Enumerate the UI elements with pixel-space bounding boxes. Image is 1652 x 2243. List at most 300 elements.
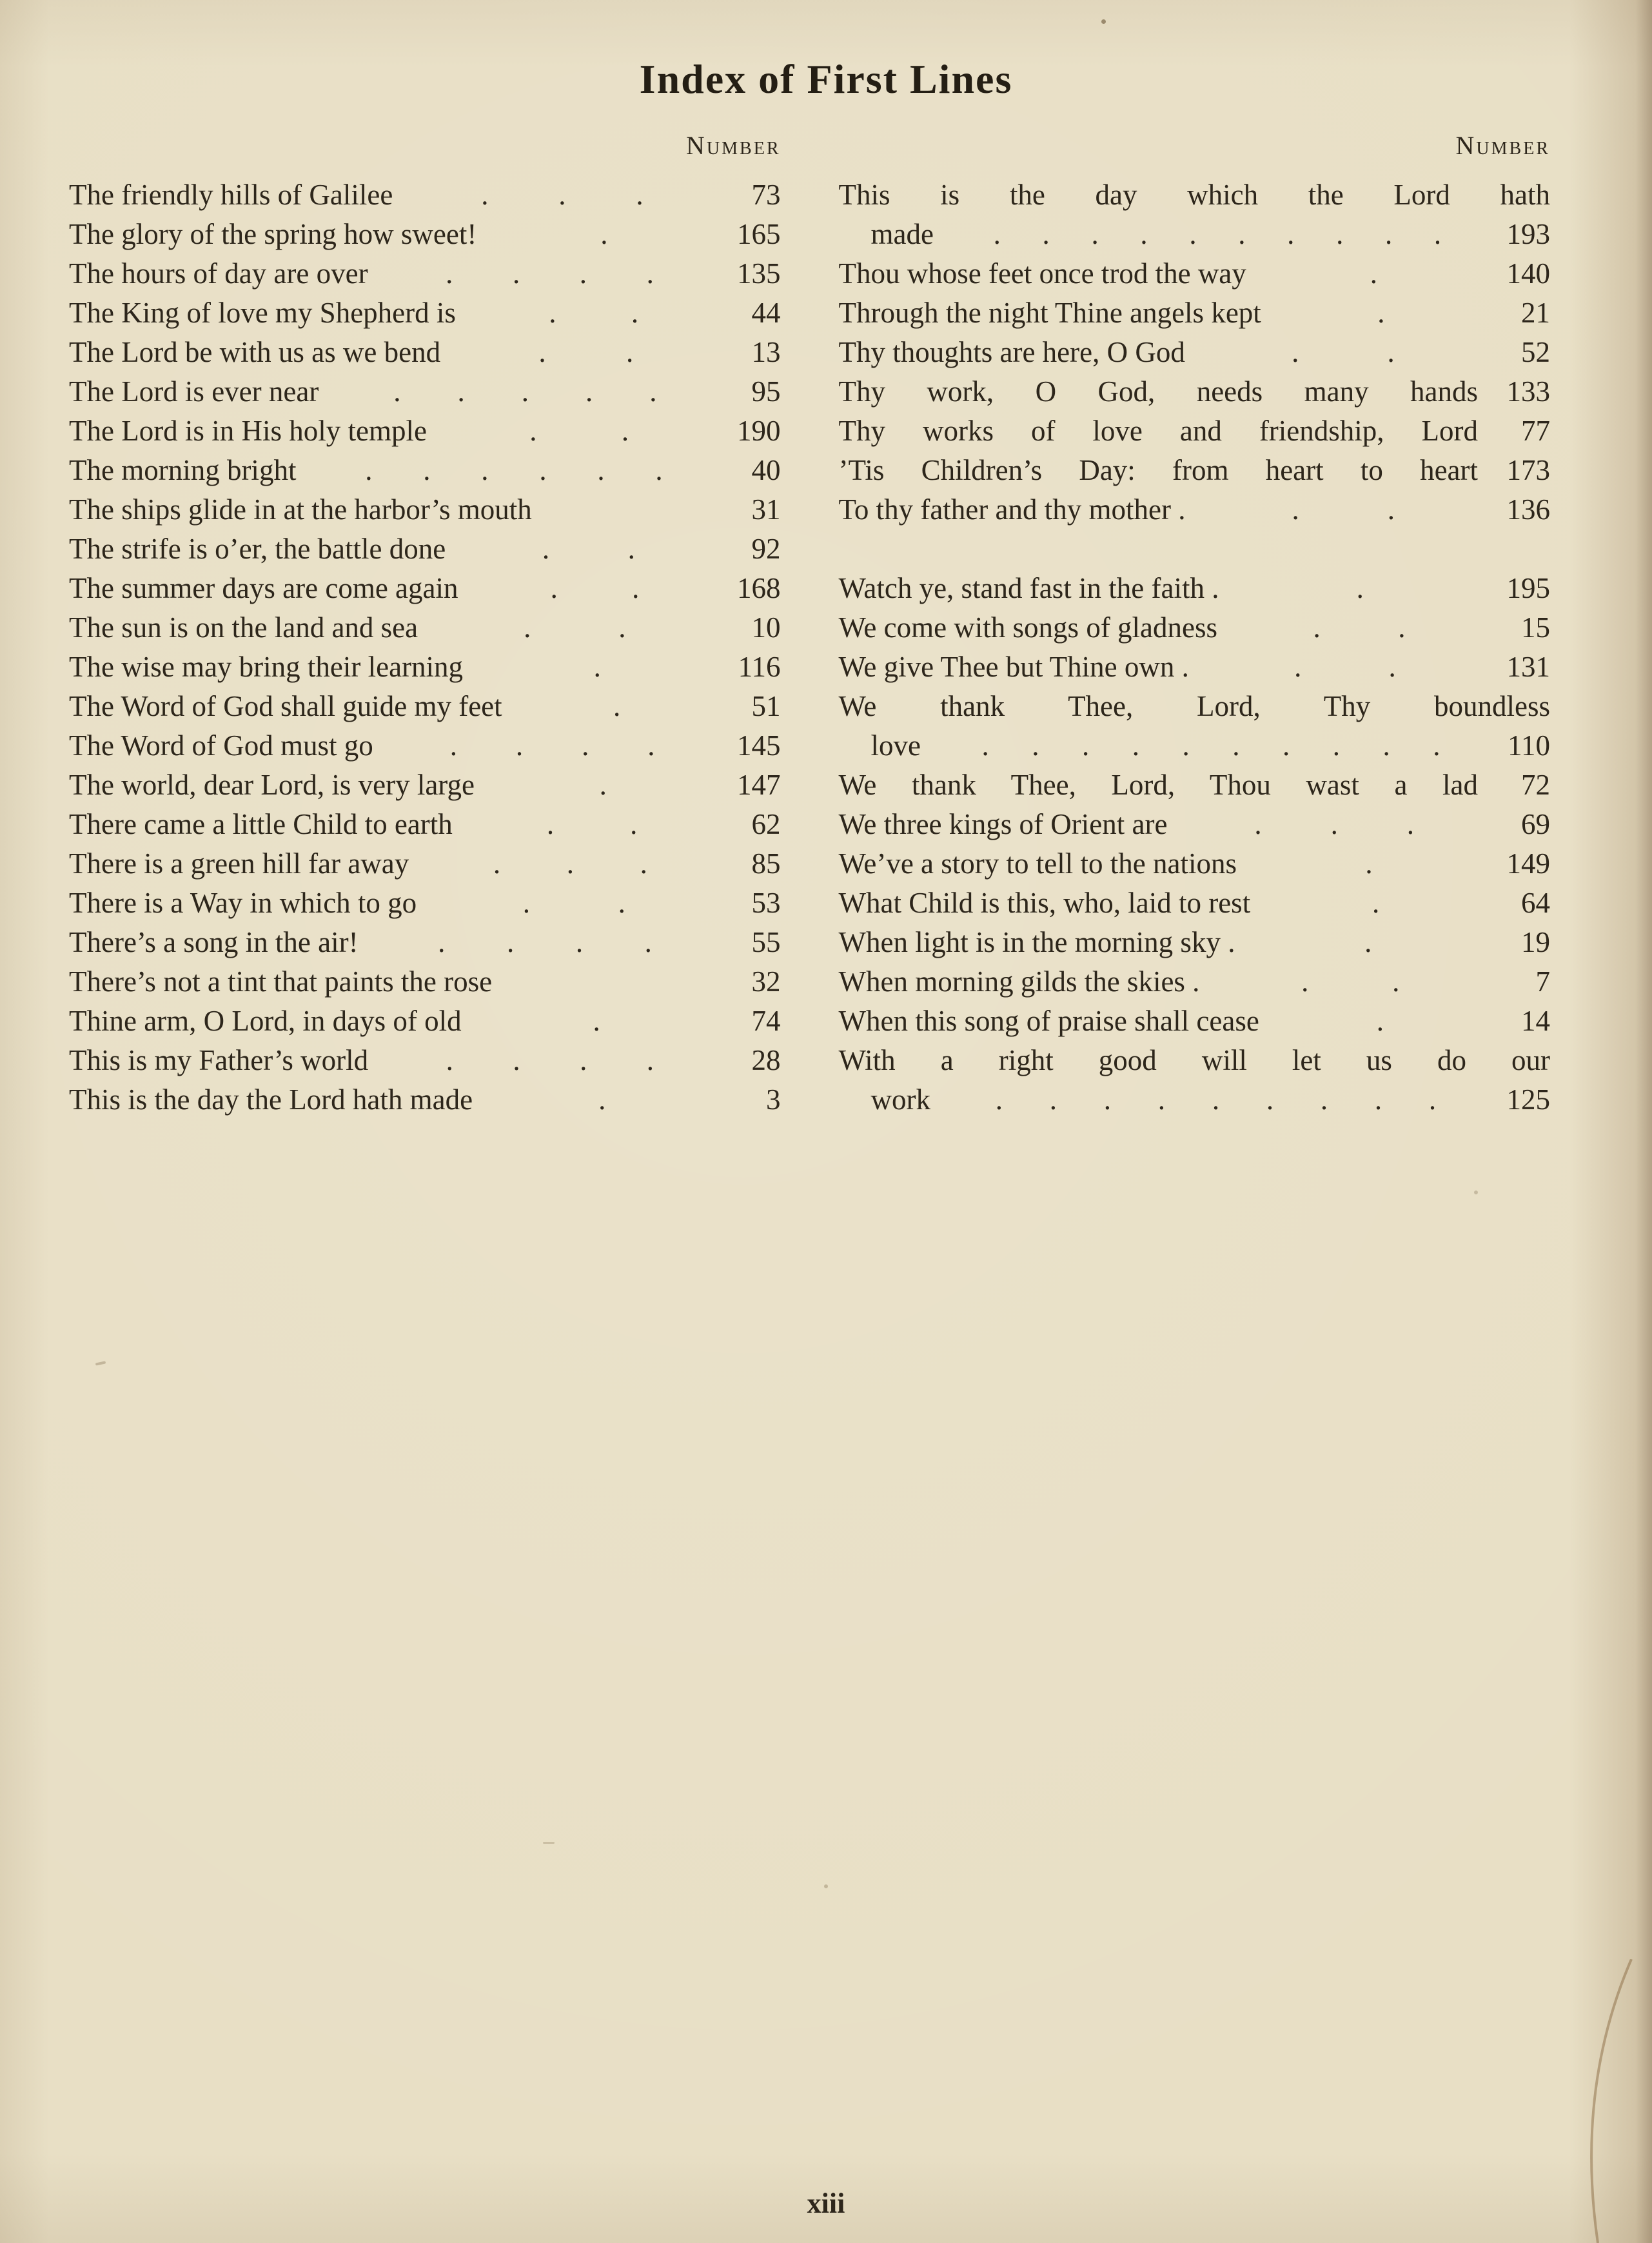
entry-line [69, 529, 781, 569]
leader-dot: . [1428, 1083, 1437, 1116]
index-entry [69, 647, 781, 687]
index-entry [839, 569, 1551, 608]
entry-line [839, 411, 1551, 451]
entry-text: Thy work, O God, needs many hands [838, 375, 1478, 408]
leader-dot: . [1385, 218, 1393, 250]
entry-line [839, 293, 1551, 333]
column-header-number-left: Number [686, 131, 781, 160]
column-header-number-right: Number [1455, 131, 1550, 160]
leader-dots [440, 333, 731, 372]
leader-dot: . [618, 887, 625, 919]
leader-dots [1189, 647, 1501, 687]
leader-dots [934, 215, 1501, 254]
index-entry [839, 687, 1551, 766]
entry-text: We thank Thee, Lord, Thou wast a lad [838, 769, 1478, 801]
leader-dots [1185, 490, 1501, 529]
leader-dot: . [1374, 1083, 1382, 1116]
entry-number: 195 [1506, 572, 1550, 604]
entry-line [839, 372, 1551, 411]
entry-line [69, 844, 781, 884]
leader-dot: . [481, 454, 489, 486]
entry-line [839, 451, 1551, 490]
leader-dot: . [515, 729, 524, 762]
entry-line [69, 451, 781, 490]
entry-text: There is a green hill far away [69, 847, 409, 880]
leader-dot: . [582, 729, 589, 762]
entry-number: 92 [751, 533, 781, 565]
leader-dots [418, 608, 731, 647]
leader-dot: . [446, 1044, 453, 1076]
leader-dot: . [457, 375, 465, 408]
entry-text-continued: love [870, 729, 921, 762]
entry-text: This is the day which the Lord hath [838, 179, 1550, 211]
entry-line [69, 490, 781, 529]
column-left [69, 133, 781, 1120]
leader-dot: . [597, 454, 605, 486]
index-entry [839, 608, 1551, 647]
index-entry [69, 293, 781, 333]
entry-line [69, 647, 781, 687]
leader-dots [1167, 805, 1501, 844]
entry-text: What Child is this, who, laid to rest [838, 887, 1251, 919]
entry-number: 147 [737, 769, 781, 801]
entry-number: 149 [1506, 847, 1550, 880]
leader-dot: . [1320, 1083, 1328, 1116]
entry-number: 62 [751, 808, 781, 840]
entry-number: 73 [751, 179, 781, 211]
leader-dots [1199, 962, 1501, 1002]
entry-text: ’Tis Children’s Day: from heart to heart [838, 454, 1478, 486]
index-entry [69, 529, 781, 569]
leader-dot: . [655, 454, 663, 486]
entry-number: 10 [751, 611, 781, 644]
entry-continuation [839, 1080, 1551, 1120]
entry-line [69, 884, 781, 923]
entry-text: There’s a song in the air! [69, 926, 359, 958]
leader-dot: . [1032, 729, 1039, 762]
leader-dots [921, 726, 1501, 766]
leader-dot: . [646, 257, 654, 290]
leader-dots [359, 923, 732, 962]
entry-number: 77 [1521, 415, 1550, 447]
index-entry [839, 1002, 1551, 1041]
index-entry [69, 766, 781, 805]
leader-dots [409, 844, 731, 884]
entry-text: The ships glide in at the harbor’s mouth [69, 493, 532, 526]
leader-dot: . [1392, 965, 1400, 998]
entry-number: 31 [751, 493, 781, 526]
entry-line [69, 1080, 781, 1120]
leader-dot: . [1049, 1083, 1057, 1116]
index-entry [69, 884, 781, 923]
leader-dot: . [598, 1083, 606, 1116]
entry-text: The summer days are come again [69, 572, 458, 604]
entry-text: The Lord is in His holy temple [69, 415, 427, 447]
leader-dot: . [593, 651, 601, 683]
index-entry [69, 608, 781, 647]
entry-text: We’ve a story to tell to the nations [838, 847, 1237, 880]
leader-dots [477, 215, 731, 254]
leader-dot: . [1212, 1083, 1220, 1116]
entry-number: 72 [1521, 769, 1550, 801]
leader-dot: . [631, 297, 639, 329]
entry-number: 21 [1521, 297, 1550, 329]
entry-number: 52 [1521, 336, 1550, 368]
leader-dots [1246, 254, 1501, 293]
entry-line [69, 766, 781, 805]
entry-number: 131 [1506, 651, 1550, 683]
leader-dot: . [493, 847, 501, 880]
entry-number: 135 [737, 257, 781, 290]
leader-dot: . [1313, 611, 1321, 644]
entry-text: The wise may bring their learning [69, 651, 464, 683]
index-entry [839, 333, 1551, 372]
leader-dot: . [579, 257, 587, 290]
entry-text-continued: made [870, 218, 934, 250]
index-entry [69, 215, 781, 254]
leader-dots [1235, 923, 1501, 962]
index-entry [839, 1041, 1551, 1120]
leader-dot: . [481, 179, 489, 211]
entry-text: The sun is on the land and sea [69, 611, 418, 644]
leader-dots [368, 1041, 731, 1080]
leader-dot: . [627, 533, 635, 565]
leader-dot: . [549, 297, 556, 329]
leader-dot: . [1081, 729, 1090, 762]
entry-number: 125 [1506, 1083, 1550, 1116]
entry-text: We three kings of Orient are [838, 808, 1168, 840]
leader-dots [1259, 1002, 1501, 1041]
index-entry [839, 923, 1551, 962]
entry-line [69, 1041, 781, 1080]
entry-text: Watch ye, stand fast in the faith . [838, 572, 1219, 604]
leader-dot: . [1433, 218, 1442, 250]
entry-number: 116 [738, 651, 781, 683]
entry-number: 85 [751, 847, 781, 880]
entry-text: The strife is o’er, the battle done [69, 533, 446, 565]
leader-dot: . [521, 375, 529, 408]
leader-dot: . [507, 926, 515, 958]
leader-dot: . [1370, 257, 1378, 290]
entry-number: 51 [751, 690, 781, 722]
leader-dots [446, 529, 731, 569]
entry-continuation [839, 215, 1551, 254]
entry-line [839, 608, 1551, 647]
leader-dot: . [550, 572, 558, 604]
entry-line [839, 569, 1551, 608]
leader-dot: . [558, 179, 566, 211]
leader-dot: . [575, 926, 584, 958]
leader-dot: . [423, 454, 431, 486]
leader-dot: . [446, 257, 453, 290]
entry-line [69, 254, 781, 293]
index-entry [69, 1041, 781, 1080]
index-entry [69, 726, 781, 766]
leader-dots [427, 411, 732, 451]
entry-number: 193 [1506, 218, 1550, 250]
entry-number: 74 [751, 1005, 781, 1037]
leader-dots [296, 451, 731, 490]
entry-text: The morning bright [69, 454, 297, 486]
page-number: xiii [807, 2188, 845, 2219]
leader-dot: . [1387, 336, 1395, 368]
entry-text: The King of love my Shepherd is [69, 297, 456, 329]
entry-number: 190 [737, 415, 781, 447]
entry-number: 173 [1506, 454, 1550, 486]
leader-dot: . [646, 1044, 654, 1076]
scan-speck [1474, 1191, 1478, 1194]
leader-dot: . [393, 375, 401, 408]
index-entry [839, 411, 1551, 451]
leader-dot: . [1388, 651, 1396, 683]
leader-dot: . [1364, 926, 1372, 958]
leader-dot: . [1103, 1083, 1112, 1116]
entry-text: Thou whose feet once trod the way [838, 257, 1246, 290]
entries-left [69, 175, 781, 1120]
entry-number: 133 [1506, 375, 1550, 408]
leader-dot: . [1336, 218, 1344, 250]
entry-text: When light is in the morning sky . [838, 926, 1235, 958]
index-entry [69, 333, 781, 372]
entry-line [69, 333, 781, 372]
index-entry [839, 490, 1551, 529]
leader-dot: . [538, 336, 546, 368]
leader-dot: . [1132, 729, 1139, 762]
leader-dot: . [566, 847, 574, 880]
entry-number: 55 [751, 926, 781, 958]
leader-dot: . [1282, 729, 1290, 762]
entry-text: This is the day the Lord hath made [69, 1083, 473, 1116]
entry-text: We give Thee but Thine own . [838, 651, 1189, 683]
leader-dots [373, 726, 732, 766]
index-entry [69, 805, 781, 844]
leader-dot: . [529, 415, 537, 447]
page-title: Index of First Lines [639, 56, 1013, 102]
entry-number: 19 [1521, 926, 1550, 958]
leader-dot: . [649, 375, 657, 408]
leader-dots [1185, 333, 1501, 372]
entry-number: 53 [751, 887, 781, 919]
leader-dot: . [539, 454, 547, 486]
leader-dot: . [522, 887, 531, 919]
leader-dots [1237, 844, 1501, 884]
entry-number: 95 [751, 375, 781, 408]
leader-dots [319, 372, 731, 411]
leader-dots [417, 884, 731, 923]
index-entry [839, 805, 1551, 844]
entry-line [69, 175, 781, 215]
index-entry [839, 372, 1551, 411]
leader-dots [462, 1002, 732, 1041]
leader-dot: . [1292, 336, 1299, 368]
entry-line [69, 215, 781, 254]
entry-line [69, 726, 781, 766]
entry-text: With a right good will let us do our [838, 1044, 1550, 1076]
index-entry [69, 411, 781, 451]
entry-line [69, 962, 781, 1002]
entry-line [69, 569, 781, 608]
leader-dot: . [632, 572, 640, 604]
entry-number: 28 [751, 1044, 781, 1076]
leader-dot: . [1182, 729, 1190, 762]
leader-dot: . [1376, 1005, 1384, 1037]
index-entry [69, 844, 781, 884]
entry-text: We thank Thee, Lord, Thy boundless [838, 690, 1550, 722]
index-entry [839, 962, 1551, 1002]
entry-text: The world, dear Lord, is very large [69, 769, 475, 801]
leader-dot: . [625, 336, 634, 368]
entry-line [839, 766, 1551, 805]
index-entry [69, 569, 781, 608]
entry-number: 64 [1521, 887, 1550, 919]
entry-line [839, 647, 1551, 687]
leader-dot: . [1330, 808, 1338, 840]
leader-dots [1217, 608, 1501, 647]
section-gap [839, 529, 1551, 569]
leader-dot: . [1398, 611, 1406, 644]
leader-dot: . [993, 218, 1001, 250]
entry-line [839, 844, 1551, 884]
entry-line [69, 372, 781, 411]
leader-dot: . [1266, 1083, 1274, 1116]
leader-dots [458, 569, 732, 608]
entry-number: 15 [1521, 611, 1550, 644]
leader-dot: . [647, 729, 655, 762]
leader-dot: . [1238, 218, 1246, 250]
entry-text: Thine arm, O Lord, in days of old [69, 1005, 462, 1037]
leader-dots [456, 293, 732, 333]
leader-dot: . [542, 533, 550, 565]
leader-dots [930, 1080, 1501, 1120]
leader-dot: . [1301, 965, 1309, 998]
entry-text: Thy thoughts are here, O God [838, 336, 1185, 368]
leader-dot: . [613, 690, 621, 722]
index-entry [839, 766, 1551, 805]
leader-dot: . [438, 926, 446, 958]
entry-line [69, 608, 781, 647]
leader-dot: . [580, 1044, 587, 1076]
entry-number: 136 [1506, 493, 1550, 526]
index-entry [839, 175, 1551, 254]
index-entry [69, 254, 781, 293]
entry-line [839, 884, 1551, 923]
entry-text: The Word of God shall guide my feet [69, 690, 502, 722]
leader-dots [1219, 569, 1501, 608]
leader-dot: . [546, 808, 555, 840]
entry-line [839, 1002, 1551, 1041]
entry-text: The Lord is ever near [69, 375, 319, 408]
entry-number: 168 [737, 572, 781, 604]
entry-text: The friendly hills of Galilee [69, 179, 393, 211]
index-entry [839, 647, 1551, 687]
entry-text: There came a little Child to earth [69, 808, 453, 840]
entry-number: 32 [751, 965, 781, 998]
leader-dot: . [524, 611, 531, 644]
entry-text: There is a Way in which to go [69, 887, 417, 919]
index-entry [69, 687, 781, 726]
leader-dot: . [1372, 887, 1380, 919]
leader-dot: . [1232, 729, 1240, 762]
entry-line [69, 805, 781, 844]
entry-number: 3 [766, 1083, 781, 1116]
entry-text: When morning gilds the skies . [838, 965, 1200, 998]
leader-dot: . [621, 415, 629, 447]
index-entry [69, 962, 781, 1002]
entry-line [69, 687, 781, 726]
scan-speck [95, 1361, 106, 1365]
entry-text: Through the night Thine angels kept [838, 297, 1261, 329]
leader-dot: . [1287, 218, 1295, 250]
leader-dot: . [449, 729, 457, 762]
leader-dots [473, 1080, 731, 1120]
leader-dot: . [1332, 729, 1340, 762]
leader-dots [502, 687, 732, 726]
entry-text: The Word of God must go [69, 729, 373, 762]
entry-line [69, 411, 781, 451]
leader-dot: . [1254, 808, 1262, 840]
leader-dot: . [644, 926, 652, 958]
entry-text: This is my Father’s world [69, 1044, 369, 1076]
index-entry [839, 451, 1551, 490]
scan-speck [824, 1884, 828, 1888]
entry-line [839, 923, 1551, 962]
column-right [839, 133, 1551, 1120]
leader-dot: . [1140, 218, 1148, 250]
entry-text: The hours of day are over [69, 257, 368, 290]
leader-dots [463, 647, 731, 687]
entry-text-continued: work [870, 1083, 930, 1116]
entry-line [69, 1002, 781, 1041]
leader-dot: . [1157, 1083, 1166, 1116]
entry-number: 145 [737, 729, 781, 762]
leader-dot: . [1365, 847, 1373, 880]
entry-number: 140 [1506, 257, 1550, 290]
leader-dot: . [995, 1083, 1003, 1116]
leader-dot: . [1091, 218, 1099, 250]
leader-dot: . [512, 257, 520, 290]
entries-right [839, 175, 1551, 1120]
leader-dot: . [640, 847, 647, 880]
leader-dot: . [593, 1005, 600, 1037]
entry-number: 40 [751, 454, 781, 486]
leader-dots [368, 254, 732, 293]
leader-dot: . [1382, 729, 1390, 762]
leader-dot: . [981, 729, 989, 762]
entry-text: Thy works of love and friendship, Lord [838, 415, 1478, 447]
leader-dots [1250, 884, 1501, 923]
entry-number: 7 [1535, 965, 1550, 998]
entry-continuation [839, 726, 1551, 766]
leader-dots [475, 766, 732, 805]
entry-line [839, 962, 1551, 1002]
entry-number: 13 [751, 336, 781, 368]
entry-text: There’s not a tint that paints the rose [69, 965, 493, 998]
leader-dot: . [1356, 572, 1364, 604]
index-columns [0, 133, 1652, 1120]
entry-number: 110 [1508, 729, 1550, 762]
leader-dot: . [636, 179, 644, 211]
leader-dot: . [1433, 729, 1441, 762]
index-entry [69, 1080, 781, 1120]
leader-dot: . [1292, 493, 1299, 526]
entry-number: 165 [737, 218, 781, 250]
leader-dot: . [600, 218, 608, 250]
leader-dot: . [618, 611, 626, 644]
leader-dot: . [513, 1044, 520, 1076]
leader-dots [393, 175, 731, 215]
index-entry [69, 1002, 781, 1041]
entry-text: We come with songs of gladness [838, 611, 1218, 644]
